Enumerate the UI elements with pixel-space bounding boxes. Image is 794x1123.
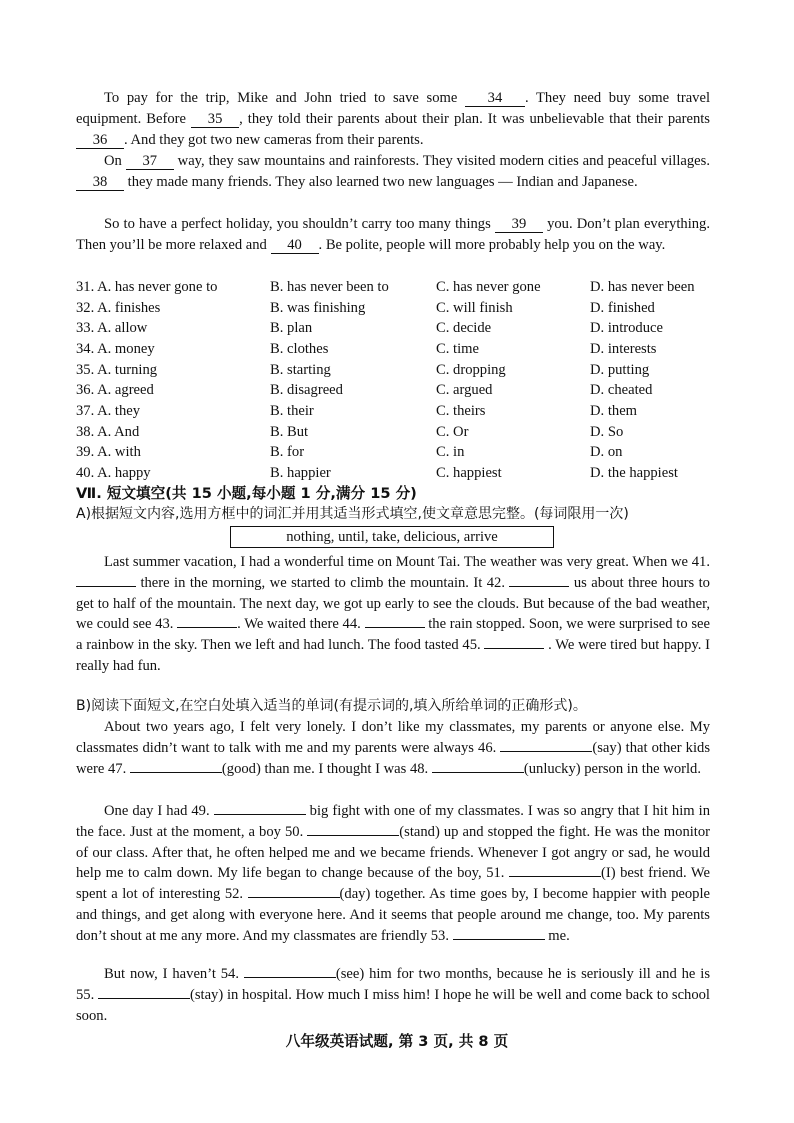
blank-41 [76, 586, 136, 587]
blank-36: 36 [76, 132, 124, 149]
blank-42 [509, 586, 569, 587]
blank-43 [177, 627, 237, 628]
blank-54 [244, 977, 336, 978]
blank-55 [98, 998, 190, 999]
option-row: 34. A. money B. clothes C. time D. interests [76, 341, 657, 357]
blank-39: 39 [495, 216, 543, 233]
instruction-b: B)阅读下面短文,在空白处填入适当的单词(有提示词的,填入所给单词的正确形式)。 [76, 698, 587, 714]
option-row: 32. A. finishes B. was finishing C. will finish D. finished [76, 300, 655, 316]
option-row: 31. A. has never gone to B. has never been to C. has never gone D. has never been [76, 279, 695, 295]
blank-51 [509, 876, 601, 877]
blank-48 [432, 772, 524, 773]
blank-47 [130, 772, 222, 773]
cloze-paragraph-3: So to have a perfect holiday, you shouldn’t carry too many things 39 you. Don’t plan everything. Then you’ll be more relaxed and 40 . Be polite, people will more probably help you on the way. [76, 216, 711, 253]
blank-49 [214, 814, 306, 815]
cloze-paragraph-2: On 37 way, they saw mountains and rainforests. They visited modern cities and peaceful villages. 38 they made many friends. They also learned two new languages — Indian and Japanese. [76, 151, 710, 193]
option-row: 33. A. allow B. plan C. decide D. introduce [76, 320, 663, 336]
passage-b-paragraph-1: About two years ago, I felt very lonely. I don’t like my classmates, my parents or anyone else. My classmates didn’t want to talk with me and my parents were always 46. (say) that other kids were 47. (good) than me. I thought I was 48. (unlucky) person in the world. [76, 719, 710, 777]
blank-37: 37 [126, 153, 174, 170]
blank-46 [500, 751, 592, 752]
option-row: 38. A. And B. But C. Or D. So [76, 424, 624, 440]
word-box: nothing, until, take, delicious, arrive [230, 526, 554, 548]
option-row: 39. A. with B. for C. in D. on [76, 444, 623, 460]
blank-35: 35 [191, 111, 239, 128]
blank-52 [248, 897, 340, 898]
page-footer: 八年级英语试题, 第 3 页, 共 8 页 [285, 1033, 509, 1050]
option-row: 36. A. agreed B. disagreed C. argued D. cheated [76, 382, 653, 398]
blank-40: 40 [271, 237, 319, 254]
blank-34: 34 [465, 90, 525, 107]
blank-50 [307, 835, 399, 836]
section-heading: Ⅶ. 短文填空(共 15 小题,每小题 1 分,满分 15 分) [76, 485, 417, 502]
instruction-a: A)根据短文内容,选用方框中的词汇并用其适当形式填空,使文章意思完整。(每词限用一次) [76, 506, 629, 522]
blank-38: 38 [76, 174, 124, 191]
blank-53 [453, 939, 545, 940]
option-row: 37. A. they B. their C. theirs D. them [76, 403, 638, 419]
passage-a: Last summer vacation, I had a wonderful time on Mount Tai. The weather was very great. When we 41. there in the morning, we started to climb the mountain. It 42. us about three hours to get to half of the mountain. The next day, we got up early to see the clouds. But because of the bad weather, we could see 43. . We waited there 44. the rain stopped. Soon, we were surprised to see a rainbow in the sky. Then we left and had lunch. The food tasted 45. . We were tired but happy. I really had fun. [76, 554, 710, 674]
option-row: 40. A. happy B. happier C. happiest D. the happiest [76, 465, 678, 481]
blank-44 [365, 627, 425, 628]
option-row: 35. A. turning B. starting C. dropping D. putting [76, 362, 650, 378]
passage-b-paragraph-3: But now, I haven’t 54. (see) him for two months, because he is seriously ill and he is 55. (stay) in hospital. How much I miss him! I hope he will be well and come back to school soon. [76, 966, 710, 1024]
blank-45 [484, 648, 544, 649]
cloze-paragraph-1: To pay for the trip, Mike and John tried to save some 34 . They need buy some travel equipment. Before 35 , they told their parents about their plan. It was unbelievable that their parents 36 . And they got two new cameras from their parents. [76, 90, 710, 148]
passage-b-paragraph-2: One day I had 49. big fight with one of my classmates. I was so angry that I hit him in the face. Just at the moment, a boy 50. (stand) up and stopped the fight. He was the monitor of our class. After that, he often helped me and we became friends. Whenever I got angry or sad, he would help me to calm down. My life began to change because of the boy, 51. (I) best friend. We spent a lot of interesting 52. (day) together. As time goes by, I become happier with people and things, and get along with everyone here. And it seems that people around me change, too. My parents don’t shout at me any more. And my classmates are friendly 53. me. [76, 803, 711, 944]
